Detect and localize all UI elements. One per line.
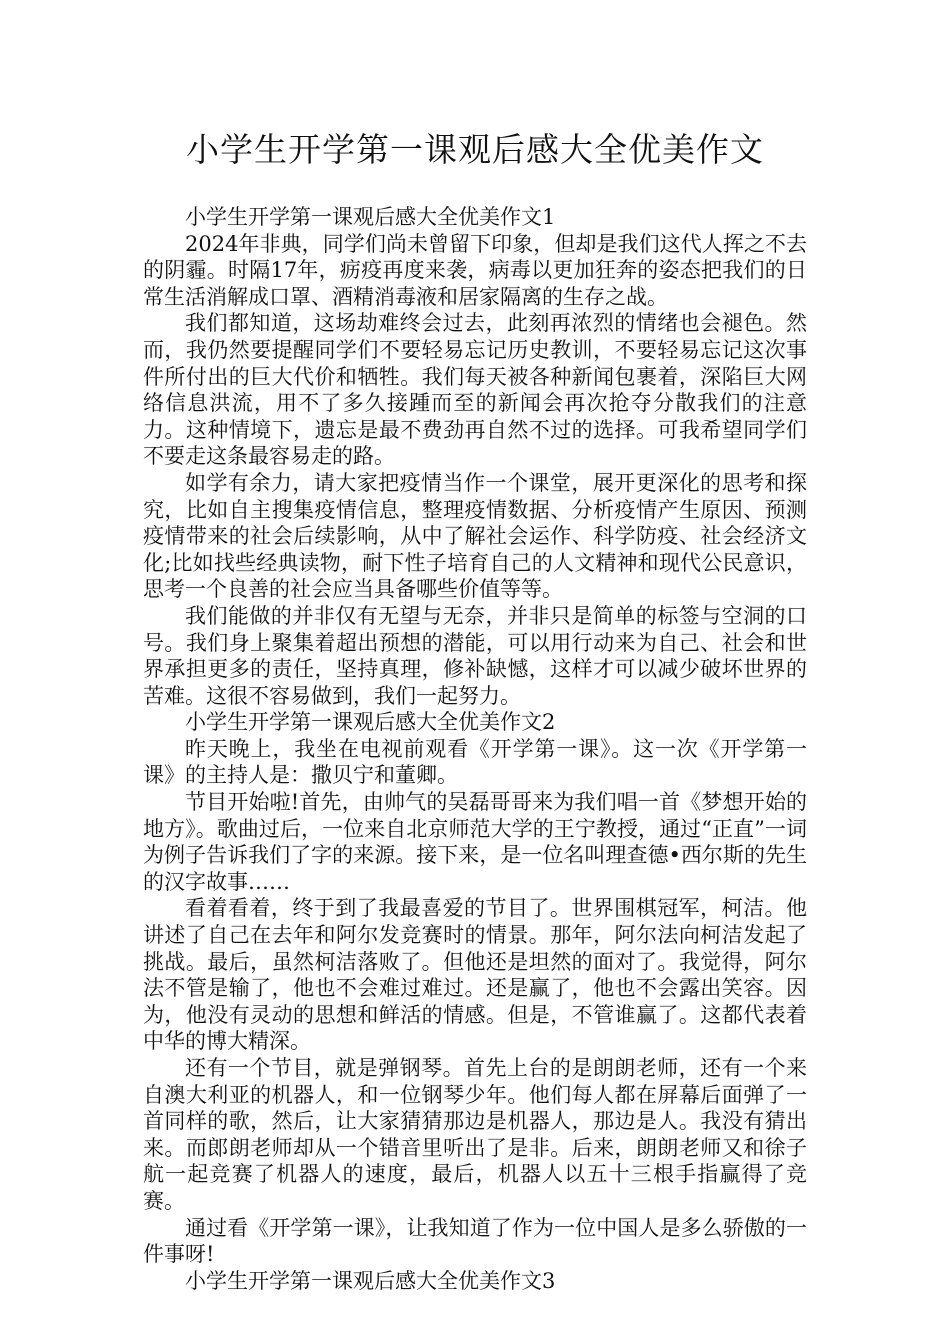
document-title: 小学生开学第一课观后感大全优美作文 xyxy=(186,130,764,169)
paragraph: 通过看《开学第一课》，让我知道了作为一位中国人是多么骄傲的一件事呀! xyxy=(143,1215,807,1267)
paragraph: 如学有余力，请大家把疫情当作一个课堂，展开更深化的思考和探究，比如自主搜集疫情信息，整理疫情数据、分析疫情产生原因、预测疫情带来的社会后续影响，从中了解社会运作、科学防疫、社会经济文化;比如找些经典读物，耐下性子培育自己的人文精神和现代公民意识，思考一个良善的社会应当具备哪些价值等等。 xyxy=(143,470,807,602)
paragraph: 节目开始啦!首先，由帅气的吴磊哥哥来为我们唱一首《梦想开始的地方》。歌曲过后，一位来自北京师范大学的王宁教授，通过“正直”一词为例子告诉我们了字的来源。接下来，是一位名叫理查德•西尔斯的先生的汉字故事…… xyxy=(143,790,807,894)
document-page xyxy=(143,128,807,1294)
section-heading-1: 小学生开学第一课观后感大全优美作文1 xyxy=(185,205,556,229)
paragraph: 2024年非典，同学们尚未曾留下印象，但却是我们这代人挥之不去的阴霾。时隔17年，疬疫再度来袭，病毒以更加狂奔的姿态把我们的日常生活消解成口罩、酒精消毒液和居家隔离的生存之战。 xyxy=(143,231,807,309)
paragraph: 我们能做的并非仅有无望与无奈，并非只是简单的标签与空洞的口号。我们身上聚集着超出预想的潜能，可以用行动来为自己、社会和世界承担更多的责任，坚持真理，修补缺憾，这样才可以减少破坏世界的苦难。这很不容易做到，我们一起努力。 xyxy=(143,603,807,708)
paragraph: 看着看着，终于到了我最喜爱的节目了。世界围棋冠军，柯洁。他讲述了自己在去年和阿尔发竞赛时的情景。那年，阿尔法向柯洁发起了挑战。最后，虽然柯洁落败了。但他还是坦然的面对了。我觉得，阿尔法不管是输了，他也不会难过难过。还是赢了，他也不会露出笑容。因为，他没有灵动的思想和鲜活的情感。但是，不管谁赢了。这都代表着中华的博大精深。 xyxy=(143,896,807,1054)
paragraph: 还有一个节目，就是弹钢琴。首先上台的是朗朗老师，还有一个来自澳大利亚的机器人，和一位钢琴少年。他们每人都在屏幕后面弹了一首同样的歌，然后，让大家猜猜那边是机器人，那边是人。我没有猜出来。而郎朗老师却从一个错音里听出了是非。后来，朗朗老师又和徐子航一起竞赛了机器人的速度，最后，机器人以五十三根手指赢得了竞赛。 xyxy=(143,1056,807,1213)
paragraph: 我们都知道，这场劫难终会过去，此刻再浓烈的情绪也会褪色。然而，我仍然要提醒同学们不要轻易忘记历史教训，不要轻易忘记这次事件所付出的巨大代价和牺牲。我们每天被各种新闻包裹着，深陷巨大网络信息洪流，用不了多久接踵而至的新闻会再次抢夺分散我们的注意力。这种情境下，遗忘是最不费劲再自然不过的选择。可我希望同学们不要走这条最容易走的路。 xyxy=(143,311,807,469)
section-heading-3: 小学生开学第一课观后感大全优美作文3 xyxy=(185,1268,556,1293)
paragraph: 昨天晚上，我坐在电视前观看《开学第一课》。这一次《开学第一课》的主持人是：撒贝宁和董卿。 xyxy=(143,736,807,788)
document-body xyxy=(143,204,807,1294)
section-heading-2: 小学生开学第一课观后感大全优美作文2 xyxy=(185,710,556,735)
